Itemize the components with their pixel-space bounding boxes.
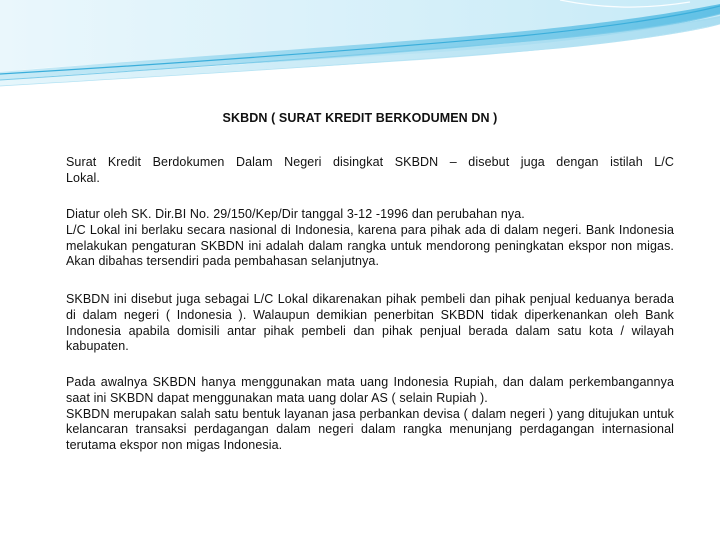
paragraph-regulation-sentence-2: L/C Lokal ini berlaku secara nasional di Indonesia, karena para pihak ada di dalam negeri. Bank Indonesia melakukan pengaturan SKBDN ini adalah dalam rangka untuk mendorong peningkatan ekspor non migas. Akan dibahas tersendiri pada pembahasan selanjutnya. [66, 222, 674, 269]
paragraph-regulation-sentence-1: Diatur oleh SK. Dir.BI No. 29/150/Kep/Dir tanggal 3-12 -1996 dan perubahan nya. [66, 207, 525, 221]
header-wave-decoration [0, 0, 720, 90]
slide-title: SKBDN ( SURAT KREDIT BERKODUMEN DN ) [222, 111, 498, 125]
paragraph-currency-sentence-1: Pada awalnya SKBDN hanya menggunakan mata uang Indonesia Rupiah, dan dalam perkembangannya saat ini SKBDN dapat menggunakan mata uang dolar AS ( selain Rupiah ). [66, 375, 674, 405]
paragraph-lc-lokal-text: SKBDN ini disebut juga sebagai L/C Lokal dikarenakan pihak pembeli dan pihak penjual keduanya berada di dalam negeri ( Indonesia ). Walaupun demikian penerbitan SKBDN tidak diperkenankan oleh Bank Indonesia apabila domisili antar pihak pembeli dan pihak penjual berada dalam satu kota / wilayah kabupaten. [66, 292, 674, 354]
paragraph-regulation [66, 207, 674, 270]
paragraph-lc-lokal [66, 292, 674, 355]
paragraph-definition-line-2: Lokal. [66, 170, 100, 185]
paragraph-currency [66, 375, 674, 454]
paragraph-definition [66, 155, 674, 187]
paragraph-currency-sentence-2: SKBDN merupakan salah satu bentuk layanan jasa perbankan devisa ( dalam negeri ) yang ditujukan untuk kelancaran transaksi perdagangan dalam negeri dalam rangka menunjang perdagangan internasional terutama ekspor non migas Indonesia. [66, 406, 674, 453]
paragraph-definition-line-1: Surat Kredit Berdokumen Dalam Negeri disingkat SKBDN – disebut juga dengan istilah L/C [66, 155, 674, 169]
